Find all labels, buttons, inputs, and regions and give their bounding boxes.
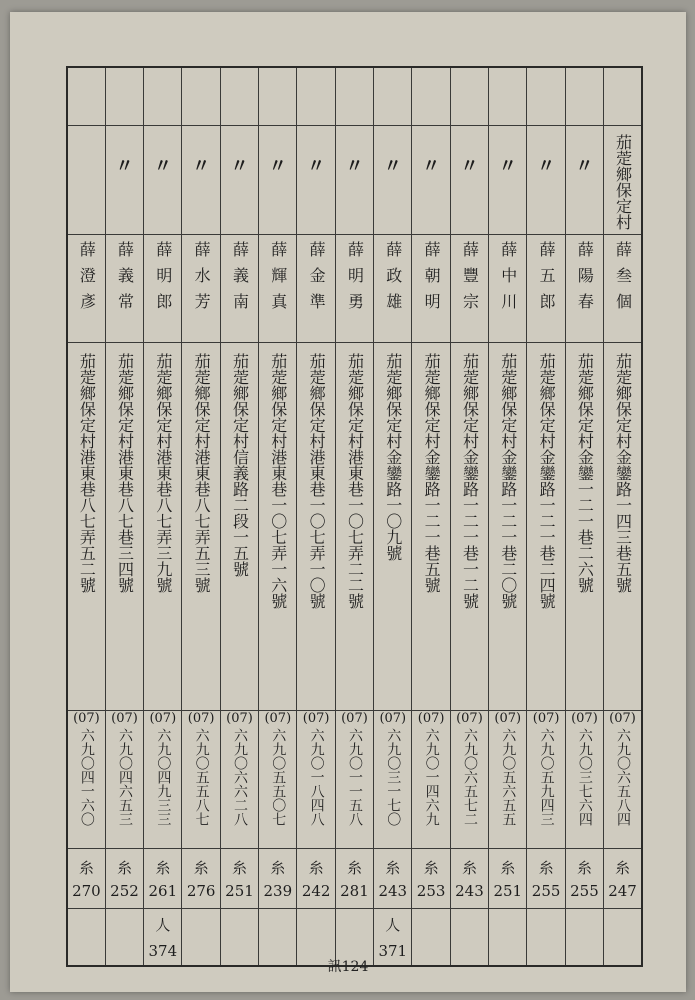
village-cell [335, 125, 373, 234]
person-name: 薛明郎 [153, 240, 173, 319]
header-cell [220, 67, 258, 125]
occupation-cell [220, 848, 258, 908]
misc-number: 374 [148, 941, 178, 960]
record-number: 251 [493, 881, 523, 900]
occupation-mark: 糸 [385, 858, 401, 877]
address-cell [297, 342, 335, 710]
phone-cell [105, 710, 143, 848]
person-name: 薛豐宗 [460, 240, 480, 319]
village-cell [412, 125, 450, 234]
address-text: 茄萣鄉保定村金鑾路一二一巷五號 [422, 352, 442, 593]
occupation-cell [604, 848, 642, 908]
address-text: 茄萣鄉保定村金鑾路一〇九號 [383, 352, 403, 561]
name-cell [489, 234, 527, 342]
area-code: (07) [379, 710, 407, 726]
header-cell [489, 67, 527, 125]
person-name: 薛五郎 [537, 240, 557, 319]
header-cell [527, 67, 565, 125]
person-name: 薛政雄 [383, 240, 403, 319]
misc-label: 人 [385, 915, 401, 934]
record-number: 255 [570, 881, 599, 900]
page-number: 訊124 [327, 959, 369, 975]
area-code: (07) [187, 710, 215, 726]
header-cell [67, 67, 105, 125]
phone-cell [67, 710, 105, 848]
area-code: (07) [149, 710, 177, 726]
name-cell [527, 234, 565, 342]
header-cell [604, 67, 642, 125]
village-text: 茄萣鄉保定村 [613, 133, 633, 230]
occupation-mark: 糸 [615, 858, 631, 877]
village-cell [259, 125, 297, 234]
phone-number: 六九〇五五〇七 [270, 727, 287, 826]
area-code: (07) [532, 710, 560, 726]
ditto-mark: 〃 [153, 155, 172, 177]
phone-number: 六九〇一一五八 [346, 727, 363, 826]
area-code: (07) [571, 710, 598, 726]
book-page [10, 12, 686, 992]
record-number: 242 [301, 881, 331, 900]
village-cell [144, 125, 182, 234]
ditto-mark: 〃 [575, 155, 594, 177]
header-cell [297, 67, 335, 125]
person-name: 薛明勇 [345, 240, 365, 319]
name-cell [182, 234, 220, 342]
name-cell [144, 234, 182, 342]
person-name: 薛叁個 [613, 240, 633, 319]
occupation-mark: 糸 [270, 858, 286, 877]
village-cell [67, 125, 105, 234]
person-name: 薛金準 [307, 240, 327, 319]
area-code: (07) [302, 710, 330, 726]
address-text: 茄萣鄉保定村港東巷八七弄五三號 [192, 352, 212, 593]
occupation-cell [489, 848, 527, 908]
occupation-cell [297, 848, 335, 908]
phone-number: 六九〇五六五五 [500, 727, 517, 826]
header-cell [182, 67, 220, 125]
name-cell [450, 234, 488, 342]
phone-cell [604, 710, 642, 848]
header-cell [412, 67, 450, 125]
phone-number: 六九〇四六五三 [116, 727, 133, 826]
phone-cell [259, 710, 297, 848]
phone-number: 六九〇六五七二 [461, 727, 478, 826]
ditto-mark: 〃 [115, 155, 134, 177]
address-text: 茄萣鄉保定村港東巷八七弄五二號 [77, 352, 97, 593]
name-cell [412, 234, 450, 342]
record-number: 261 [148, 881, 178, 900]
name-cell [297, 234, 335, 342]
phone-cell [220, 710, 258, 848]
address-cell [182, 342, 220, 710]
address-cell [527, 342, 565, 710]
record-number: 243 [455, 881, 484, 900]
phone-number: 六九〇三一七〇 [385, 727, 402, 826]
phone-number: 六九〇六五八四 [615, 727, 631, 826]
record-number: 281 [340, 881, 369, 900]
phone-cell [374, 710, 412, 848]
address-cell [67, 342, 105, 710]
address-text: 茄萣鄉保定村港東巷八七弄三九號 [153, 352, 173, 593]
phone-cell [450, 710, 488, 848]
village-cell [182, 125, 220, 234]
phone-number: 六九〇四一六〇 [78, 727, 95, 826]
occupation-mark: 糸 [576, 858, 592, 877]
phone-row [67, 710, 642, 848]
record-number: 270 [72, 881, 101, 900]
address-cell [105, 342, 143, 710]
record-number: 253 [416, 881, 446, 900]
person-name: 薛陽春 [575, 240, 595, 319]
person-name: 薛輝真 [268, 240, 288, 319]
address-text: 茄萣鄉保定村港東巷一〇七弄一〇號 [307, 352, 327, 609]
address-cell [374, 342, 412, 710]
occupation-mark: 糸 [538, 858, 554, 877]
header-row [67, 67, 642, 125]
occupation-mark: 糸 [461, 858, 477, 877]
person-name: 薛水芳 [192, 240, 212, 319]
occupation-cell [67, 848, 105, 908]
area-code: (07) [73, 710, 100, 726]
village-row [67, 125, 642, 234]
phone-cell [335, 710, 373, 848]
phone-number: 六九〇五九四三 [538, 727, 555, 826]
address-text: 茄萣鄉保定村信義路二段一五號 [230, 352, 250, 577]
header-cell [450, 67, 488, 125]
occupation-cell [335, 848, 373, 908]
village-cell [565, 125, 603, 234]
address-cell [489, 342, 527, 710]
occupation-mark: 糸 [116, 858, 132, 877]
person-name: 薛澄彥 [77, 240, 97, 319]
phone-number: 六九〇一四六九 [423, 727, 440, 826]
misc-label: 人 [155, 915, 171, 934]
village-cell [450, 125, 488, 234]
address-cell [259, 342, 297, 710]
ditto-mark: 〃 [460, 155, 479, 177]
occupation-mark: 糸 [231, 858, 247, 877]
occupation-mark: 糸 [78, 858, 94, 877]
area-code: (07) [111, 710, 138, 726]
ditto-mark: 〃 [383, 155, 402, 177]
occupation-cell [182, 848, 220, 908]
phone-cell [297, 710, 335, 848]
address-row [67, 342, 642, 710]
header-cell [335, 67, 373, 125]
address-text: 茄萣鄉保定村金鑾路一二一巷二〇號 [498, 352, 518, 609]
header-cell [374, 67, 412, 125]
address-cell [450, 342, 488, 710]
address-text: 茄萣鄉保定村金鑾路一二一巷一二號 [460, 352, 480, 609]
area-code: (07) [609, 710, 636, 726]
ditto-mark: 〃 [422, 155, 441, 177]
record-number: 252 [110, 881, 139, 900]
occupation-mark: 糸 [423, 858, 439, 877]
phone-number: 六九〇六六二八 [231, 727, 248, 826]
name-row [67, 234, 642, 342]
phone-cell [565, 710, 603, 848]
name-cell [220, 234, 258, 342]
address-text: 茄萣鄉保定村港東巷八七巷三四號 [115, 352, 135, 593]
occupation-cell [259, 848, 297, 908]
address-cell [604, 342, 642, 710]
occupation-cell [412, 848, 450, 908]
village-cell [527, 125, 565, 234]
name-cell [565, 234, 603, 342]
phone-cell [182, 710, 220, 848]
name-cell [335, 234, 373, 342]
occupation-cell [527, 848, 565, 908]
occupation-cell [144, 848, 182, 908]
record-number: 276 [186, 881, 216, 900]
name-cell [374, 234, 412, 342]
record-number: 239 [263, 881, 293, 900]
record-number: 243 [378, 881, 408, 900]
address-cell [335, 342, 373, 710]
occupation-mark: 糸 [155, 858, 171, 877]
phone-number: 六九〇一八四八 [308, 727, 325, 826]
occupation-cell [450, 848, 488, 908]
occupation-mark: 糸 [193, 858, 209, 877]
address-text: 茄萣鄉保定村金鑾一二一巷二六號 [575, 352, 595, 593]
header-cell [144, 67, 182, 125]
phone-number: 六九〇四九三三 [155, 727, 172, 826]
area-code: (07) [494, 710, 522, 726]
header-cell [105, 67, 143, 125]
register-table [66, 66, 643, 967]
occupation-cell [565, 848, 603, 908]
occupation-cell [105, 848, 143, 908]
address-text: 茄萣鄉保定村金鑾路一四三巷五號 [613, 352, 633, 593]
address-cell [412, 342, 450, 710]
occupation-cell [374, 848, 412, 908]
header-cell [259, 67, 297, 125]
village-cell [374, 125, 412, 234]
phone-cell [527, 710, 565, 848]
ditto-mark: 〃 [498, 155, 517, 177]
area-code: (07) [417, 710, 445, 726]
name-cell [259, 234, 297, 342]
ditto-mark: 〃 [268, 155, 287, 177]
area-code: (07) [226, 710, 253, 726]
misc-number: 371 [378, 941, 408, 960]
phone-cell [144, 710, 182, 848]
village-cell [604, 125, 642, 234]
record-number: 255 [531, 881, 561, 900]
address-cell [220, 342, 258, 710]
person-name: 薛中川 [498, 240, 518, 319]
record-number: 251 [225, 881, 254, 900]
person-name: 薛義南 [230, 240, 250, 319]
ditto-mark: 〃 [192, 155, 211, 177]
phone-number: 六九〇五五八七 [193, 727, 210, 826]
occupation-mark: 糸 [346, 858, 362, 877]
area-code: (07) [341, 710, 368, 726]
phone-cell [489, 710, 527, 848]
village-cell [489, 125, 527, 234]
village-cell [220, 125, 258, 234]
name-cell [604, 234, 642, 342]
address-text: 茄萣鄉保定村港東巷一〇七弄一六號 [268, 352, 288, 609]
occupation-mark: 糸 [308, 858, 324, 877]
person-name: 薛朝明 [422, 240, 442, 319]
area-code: (07) [456, 710, 483, 726]
village-cell [105, 125, 143, 234]
occupation-mark: 糸 [500, 858, 516, 877]
address-text: 茄萣鄉保定村港東巷一〇七弄二二號 [345, 352, 365, 609]
ditto-mark: 〃 [230, 155, 249, 177]
ditto-mark: 〃 [537, 155, 556, 177]
name-cell [67, 234, 105, 342]
header-cell [565, 67, 603, 125]
address-text: 茄萣鄉保定村金鑾路一二一巷二四號 [537, 352, 557, 609]
person-name: 薛義常 [115, 240, 135, 319]
ditto-mark: 〃 [307, 155, 326, 177]
ditto-mark: 〃 [345, 155, 364, 177]
phone-number: 六九〇三七六四 [576, 727, 593, 826]
address-cell [565, 342, 603, 710]
village-cell [297, 125, 335, 234]
area-code: (07) [264, 710, 292, 726]
phone-cell [412, 710, 450, 848]
name-cell [105, 234, 143, 342]
occupation-row [67, 848, 642, 908]
address-cell [144, 342, 182, 710]
record-number: 247 [608, 881, 637, 900]
